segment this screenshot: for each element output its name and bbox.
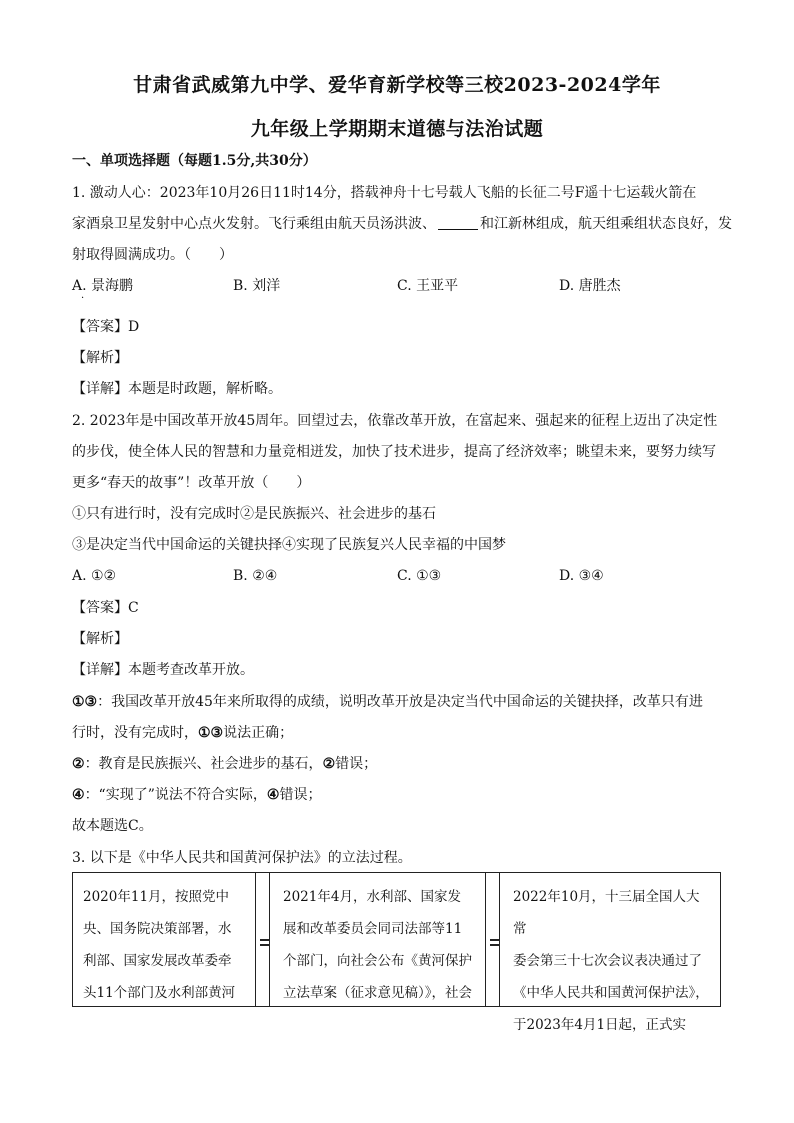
q2-exp4-marker2: ④ <box>266 787 280 803</box>
q2-stem-line3: 更多“春天的故事”！改革开放（ ） <box>72 475 311 491</box>
flow-step-line: 2020年11月，按照党中 <box>83 889 230 905</box>
q2-exp4-text: ：“实现了”说法不符合实际， <box>84 787 267 803</box>
q2-answer: 【答案】C <box>72 600 139 616</box>
doc-title-line1: 甘肃省武威第九中学、爱华育新学校等三校2023-2024学年 <box>133 74 661 96</box>
flow-step-line: 央、国务院决策部署，水 <box>83 921 232 937</box>
q2-exp4-marker: ④ <box>72 787 85 803</box>
q2-analysis: 【解析】 <box>72 631 128 647</box>
q2-explanation-3 <box>72 754 732 774</box>
q1-stem-line1: 1. 激动人心：2023年10月26日11时14分，搭载神舟十七号载人飞船的长征二号F遥十七运载火箭在 <box>72 185 697 201</box>
legislation-flow-table <box>72 872 721 1033</box>
q2-exp4-text-end: 错误； <box>279 787 322 803</box>
q1-stem-line3: 射取得圆满成功。（ ） <box>72 247 233 263</box>
q2-option-a: A. ①② <box>72 568 117 584</box>
divider <box>485 873 486 1006</box>
q2-explanation-4 <box>72 785 732 805</box>
divider <box>499 873 500 1006</box>
q1-stem-line2-a: 家酒泉卫星发射中心点火发射。飞行乘组由航天员汤洪波、 <box>72 216 436 232</box>
q2-exp3-marker: ② <box>72 756 85 772</box>
q1-detail: 【详解】本题是时政题，解析略。 <box>72 381 282 397</box>
q2-exp1-text: ：我国改革开放45年来所取得的成绩，说明改革开放是决定当代中国命运的关键抉择，改革只有进 <box>97 694 703 710</box>
q2-option-c: C. ①③ <box>397 568 442 584</box>
q2-exp2-text-end: 说法正确； <box>223 725 294 741</box>
q2-explanation-1 <box>72 692 732 712</box>
flow-step-line: 《中华人民共和国黄河保护法》， <box>513 985 709 1001</box>
q2-option-b: B. ②④ <box>233 568 278 584</box>
q1-option-b: B. 刘洋 <box>233 278 281 294</box>
flow-step-line: 立法草案（征求意见稿）》，社会 <box>283 985 472 1001</box>
flow-step-line: 利部、国家发展改革委牵 <box>83 953 232 969</box>
q1-option-c: C. 王亚平 <box>397 278 459 294</box>
q2-exp1-marker: ①③ <box>72 694 98 710</box>
q2-exp3-marker2: ② <box>322 756 336 772</box>
q1-option-d: D. 唐胜杰 <box>559 278 621 294</box>
q1-stem-line2 <box>72 214 732 234</box>
divider <box>255 873 256 1006</box>
flow-step-2021 <box>273 873 485 1006</box>
flow-step-line: 2021年4月，水利部、国家发 <box>283 889 461 905</box>
q3-stem: 3. 以下是《中华人民共和国黄河保护法》的立法过程。 <box>72 850 412 866</box>
flow-step-line: 2022年10月，十三届全国人大常 <box>513 889 700 937</box>
flow-step-line: 委会第三十七次会议表决通过了 <box>513 953 702 969</box>
q1-answer: 【答案】D <box>72 319 140 335</box>
doc-title-line2: 九年级上学期期末道德与法治试题 <box>250 118 544 140</box>
divider <box>269 873 270 1006</box>
stray-dot: · <box>81 293 85 304</box>
flow-step-line: 个部门，向社会公布《黄河保护 <box>283 953 472 969</box>
flow-step-2020 <box>73 873 255 1006</box>
fill-blank <box>438 215 478 230</box>
q2-exp3-text-end: 错误； <box>335 756 378 772</box>
q2-stem-line2: 的步伐，使全体人民的智慧和力量竞相迸发，加快了技术进步，提高了经济效率；眺望未来，要努力续写 <box>72 444 716 460</box>
q2-exp3-text: ：教育是民族振兴、社会进步的基石， <box>84 756 323 772</box>
section-heading: 一、单项选择题（每题1.5分,共30分） <box>72 153 317 169</box>
flow-step-line: 展和改革委员会同司法部等11 <box>283 921 463 937</box>
q1-stem-line2-b: 和江新林组成，航天组乘组状态良好，发 <box>480 216 732 232</box>
q2-stem-line1: 2. 2023年是中国改革开放45周年。回望过去，依靠改革开放，在富起来、强起来的征程上迈出了决定性 <box>72 413 718 429</box>
q2-exp2-marker: ①③ <box>198 725 224 741</box>
flow-step-line: 头11个部门及水利部黄河 <box>83 985 236 1001</box>
q2-statement-2: ③是决定当代中国命运的关键抉择④实现了民族复兴人民幸福的中国梦 <box>72 537 506 553</box>
q2-exp2-text: 行时，没有完成时， <box>72 725 198 741</box>
q2-statement-1: ①只有进行时，没有完成时②是民族振兴、社会进步的基石 <box>72 506 436 522</box>
q2-option-d: D. ③④ <box>559 568 604 584</box>
q2-explanation-2 <box>72 723 732 743</box>
q1-analysis: 【解析】 <box>72 350 128 366</box>
flow-step-line: 于2023年4月1日起，正式实 <box>513 1017 687 1033</box>
q1-option-a: A. 景海鹏 <box>72 278 134 294</box>
q2-detail: 【详解】本题考查改革开放。 <box>72 662 254 678</box>
q2-conclusion: 故本题选C。 <box>72 818 153 834</box>
flow-step-2022 <box>503 873 721 1033</box>
